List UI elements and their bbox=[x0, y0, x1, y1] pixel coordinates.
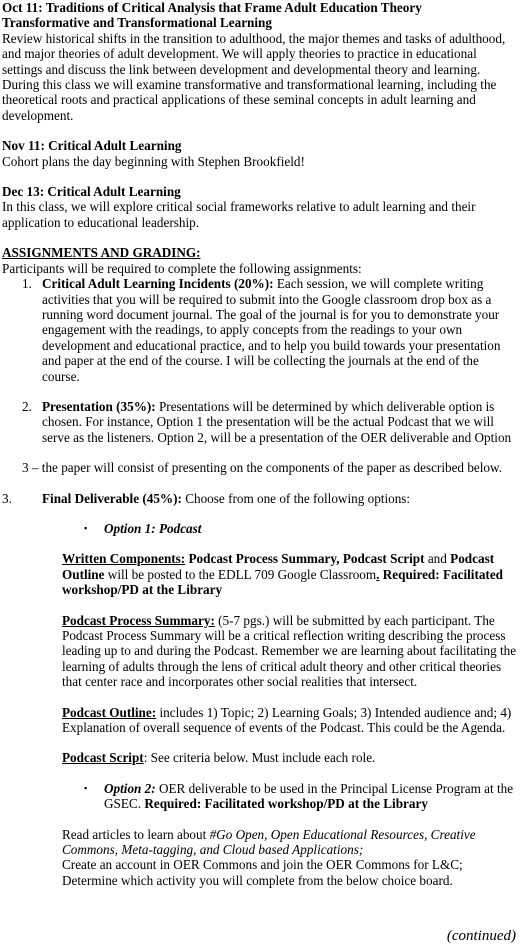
written-components: Written Components: Podcast Process Summary, Podcast Script and Podcast Outline will be posted to the EDLL 709 Google Classroom. Required: Facilitated workshop/PD at the Library bbox=[62, 551, 504, 598]
determine-activity: Determine which activity you will complete from the below choice board. bbox=[62, 872, 453, 888]
square-bullet-icon: ▪ bbox=[84, 782, 88, 793]
item-text: Presentations will be determined by which deliverable option is chosen. For instance, Option 1 the presentation will be the actual Podcast that we will serve as the listeners. Option 2, will be a presentation of the OER deliverable and Option bbox=[42, 398, 512, 445]
assignment-item-2 bbox=[2, 399, 518, 445]
dec13-title: Dec 13: Critical Adult Learning bbox=[2, 184, 181, 200]
podcast-outline: Podcast Outline: includes 1) Topic; 2) Learning Goals; 3) Intended audience and; 4) Explanation of overall sequence of events of the Podcast. This could be the Agenda. bbox=[62, 704, 512, 736]
item-title: Final Deliverable (45%): bbox=[42, 490, 182, 506]
item-title: Critical Adult Learning Incidents (20%): bbox=[42, 276, 274, 292]
option2-section bbox=[2, 781, 518, 888]
item-text: Choose from one of the following options: bbox=[181, 490, 411, 506]
nov11-body: Cohort plans the day beginning with Stephen Brookfield! bbox=[2, 153, 305, 169]
option1-bullet-row bbox=[2, 521, 518, 536]
item-number: 1. bbox=[22, 276, 32, 292]
assignments-intro: Participants will be required to complete the following assignments: bbox=[2, 260, 362, 276]
continued-note: (continued) bbox=[446, 927, 516, 944]
assignment-item-1 bbox=[2, 276, 518, 384]
item-number: 3. bbox=[2, 490, 12, 506]
option2-instructions bbox=[2, 827, 518, 889]
option1-section bbox=[2, 521, 518, 766]
option2-label: Option 2: bbox=[104, 780, 156, 796]
option1-label: Option 1: Podcast bbox=[104, 520, 202, 536]
nov11-title: Nov 11: Critical Adult Learning bbox=[2, 138, 182, 154]
assignments-section bbox=[2, 245, 518, 506]
item-title: Presentation (35%): bbox=[42, 398, 156, 414]
read-articles: Read articles to learn about #Go Open, Open Educational Resources, Creative Commons, Meta-tagging, and Cloud based Applications; bbox=[62, 826, 476, 858]
oct11-section bbox=[2, 0, 518, 123]
podcast-process-summary: Podcast Process Summary: (5-7 pgs.) will be submitted by each participant. The Podcast Process Summary will be a critical reflection writing describing the process leading up to and during the Podcast. Remember we are learning about facilitating the learning of adults through the lens of critical adult theory and other critical theories that center race and incorporates other social realities that intersect. bbox=[62, 612, 517, 690]
oct11-subtitle: Transformative and Transformational Learning bbox=[2, 15, 272, 31]
podcast-script: Podcast Script: See criteria below. Must include each role. bbox=[62, 750, 376, 766]
dec13-section bbox=[2, 184, 518, 230]
item-text: Each session, we will complete writing activities that you will be required to submit into the Google classroom drop box as a running word document journal. The goal of the journal is for you to demonstrate your engagement with the readings, to apply concepts from the readings to your own development and educational practice, and to help you build towards your presentation and paper at the end of the course. I will be collecting the journals at the end of the course. bbox=[42, 276, 501, 384]
assignment-item-3 bbox=[2, 491, 518, 506]
oct11-body1: Review historical shifts in the transition to adulthood, the major themes and tasks of adulthood, and major theories of adult development. We will apply theories to practice in educational settings and discuss the link between development and developmental theory and learning. bbox=[2, 30, 506, 77]
assignments-heading: ASSIGNMENTS AND GRADING: bbox=[2, 245, 201, 261]
item-number: 2. bbox=[22, 398, 32, 414]
option2-bullet-row: ▪ Option 2: OER deliverable to be used in the Principal License Program at the GSEC. Required: Facilitated workshop/PD at the Library bbox=[84, 780, 514, 812]
square-bullet-icon: ▪ bbox=[84, 522, 88, 533]
create-account: Create an account in OER Commons and join the OER Commons for L&C; bbox=[62, 857, 463, 873]
oct11-body2: During this class we will examine transformative and transformational learning, including the theoretical roots and practical applications of these seminal concepts in adult learning and development. bbox=[2, 77, 497, 123]
nov11-section bbox=[2, 138, 518, 169]
item2-continuation: 3 – the paper will consist of presenting on the components of the paper as described below. bbox=[22, 460, 502, 476]
oct11-title: Oct 11: Traditions of Critical Analysis that Frame Adult Education Theory bbox=[2, 0, 422, 15]
dec13-body: In this class, we will explore critical social frameworks relative to adult learning and their application to educational leadership. bbox=[2, 199, 476, 230]
